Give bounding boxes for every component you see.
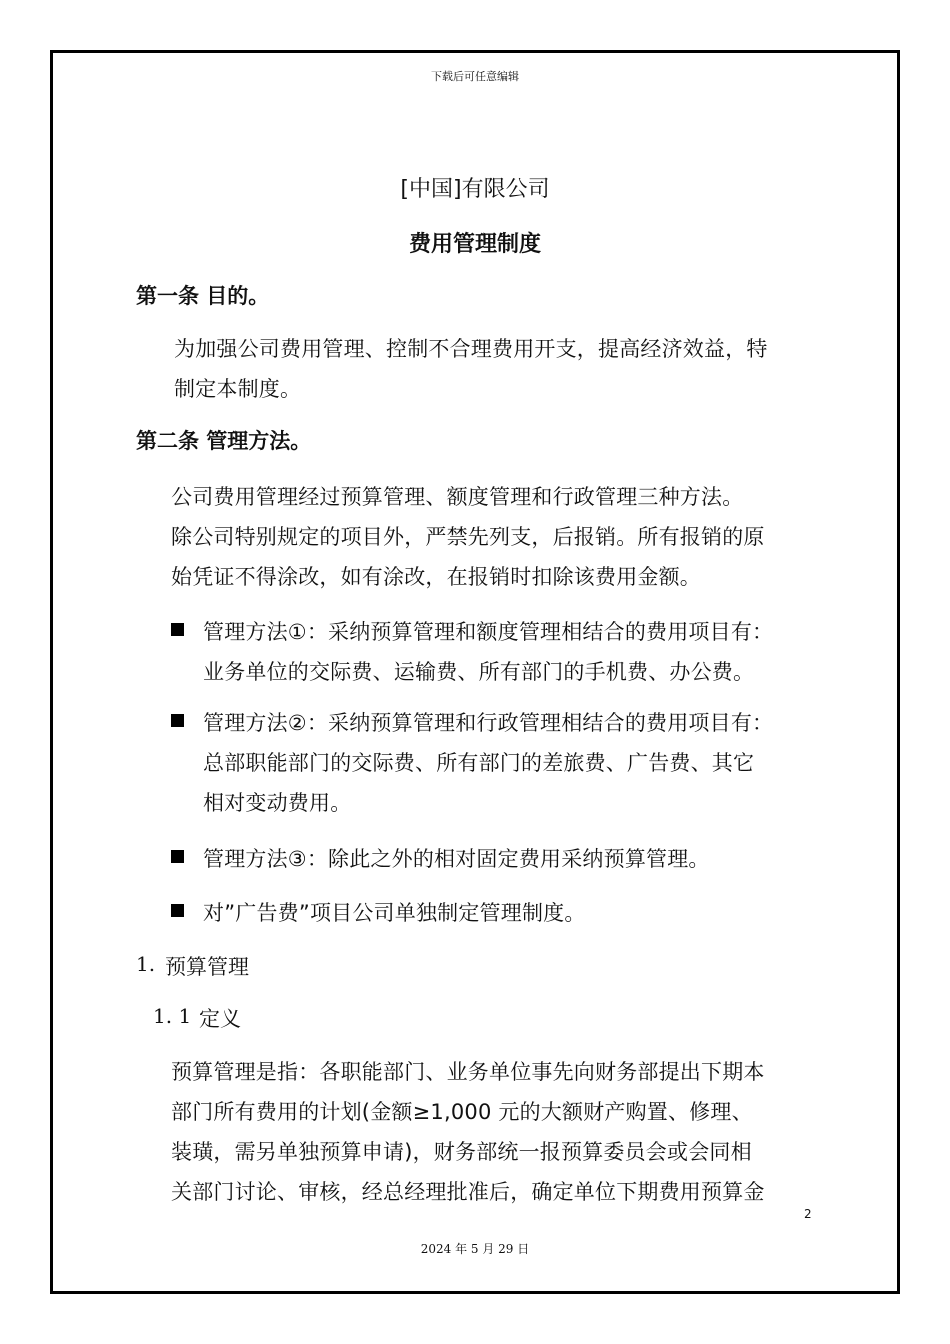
- bullet-line: 管理方法②：采纳预算管理和行政管理相结合的费用项目有：: [203, 711, 774, 735]
- bullet-line: 管理方法①：采纳预算管理和额度管理相结合的费用项目有：: [203, 620, 774, 644]
- bullet-line: 总部职能部门的交际费、所有部门的差旅费、广告费、其它: [203, 751, 755, 775]
- bullet-square-icon: [171, 850, 184, 863]
- bullet-line: 相对变动费用。: [203, 791, 352, 815]
- section1-title: 预算管理: [165, 955, 249, 979]
- policy-title: 费用管理制度: [408, 232, 541, 257]
- definition-line: 预算管理是指：各职能部门、业务单位事先向财务部提出下期本: [171, 1060, 765, 1084]
- bullet-square-icon: [171, 904, 184, 917]
- article2-line: 除公司特别规定的项目外，严禁先列支，后报销。所有报销的原: [171, 525, 765, 549]
- bullet-line: 业务单位的交际费、运输费、所有部门的手机费、办公费。: [203, 660, 755, 684]
- definition-line: 装璜，需另单独预算申请)，财务部统一报预算委员会或会同相: [171, 1140, 752, 1164]
- article1-line: 为加强公司费用管理、控制不合理费用开支，提高经济效益，特: [174, 337, 768, 361]
- footer-date: 2024 年 5 月 29 日: [420, 1242, 530, 1256]
- section1-1-title: 定义: [199, 1007, 241, 1031]
- definition-line: 关部门讨论、审核，经总经理批准后，确定单位下期费用预算金: [171, 1180, 765, 1204]
- article2-line: 始凭证不得涂改，如有涂改，在报销时扣除该费用金额。: [171, 565, 701, 589]
- section1-1-number: 1. 1: [153, 1004, 192, 1028]
- bullet-square-icon: [171, 623, 184, 636]
- bullet-line: 管理方法③：除此之外的相对固定费用采纳预算管理。: [203, 847, 710, 871]
- article1-line: 制定本制度。: [174, 377, 302, 401]
- section1-number: 1.: [136, 952, 156, 976]
- bullet-square-icon: [171, 714, 184, 727]
- page-number: 2: [804, 1207, 812, 1221]
- article2-line: 公司费用管理经过预算管理、额度管理和行政管理三种方法。: [171, 485, 744, 509]
- definition-line: 部门所有费用的计划(金额≥1,000 元的大额财产购置、修理、: [171, 1100, 753, 1124]
- article2-heading: 第二条 管理方法。: [136, 429, 312, 453]
- company-title: [中国]有限公司: [400, 177, 550, 202]
- article1-heading: 第一条 目的。: [136, 284, 270, 308]
- header-note: 下载后可任意编辑: [431, 70, 519, 83]
- bullet-line: 对”广告费”项目公司单独制定管理制度。: [203, 901, 586, 925]
